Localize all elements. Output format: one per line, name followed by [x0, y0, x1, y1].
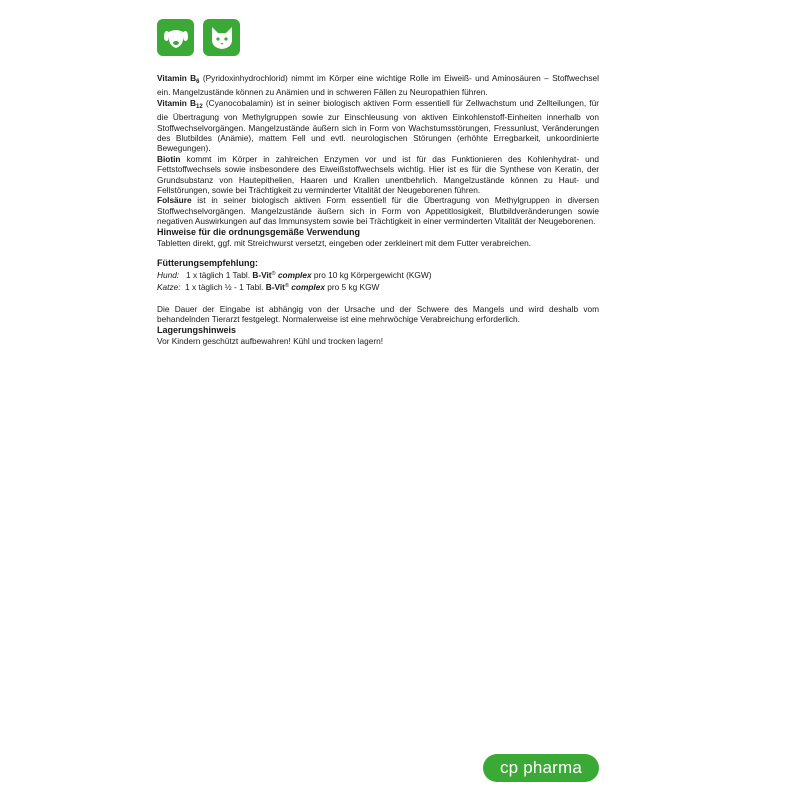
species-icons: [157, 19, 240, 56]
product-suffix-cat: complex: [288, 281, 325, 292]
feeding-cat-line: [157, 281, 599, 292]
brand-logo: cp pharma: [483, 754, 599, 782]
vitamin-b12-text: (Cyanocobalamin) ist in seiner biologisch aktiven Form essentiell für Zellwachstum und Zellteilungen, für die Übertragung von Methylgruppen sowie zur Einschleusung von aktiven Einkohlenstoff-Einheiten innerhalb von Stoffwechselvorgängen. Mangelzustände äußern sich in Form von Wachstumsstörungen, Fressunlust, Veränderungen des Blutbildes (Anämie), mattem Fell und evtl. neurologischen Störungen (erhöhte Erregbarkeit, unkoordinierte Bewegungen).: [157, 97, 599, 154]
vitamin-b6-title: Vitamin B: [157, 73, 197, 83]
vitamin-b6-subscript: 6: [196, 79, 200, 85]
usage-heading: Hinweise für die ordnungsgemäße Verwendung: [157, 226, 361, 237]
dog-label: Hund:: [157, 270, 180, 281]
usage-text: Tabletten direkt, ggf. mit Streichwurst versetzt, eingeben oder zerkleinert mit dem Futter verabreichen.: [157, 237, 531, 248]
feeding-heading: Fütterungsempfehlung:: [157, 258, 258, 269]
feeding-dog-line: [157, 269, 599, 280]
cat-dose: 1 x täglich ½ - 1 Tabl.: [180, 281, 266, 292]
cat-label: Katze:: [157, 281, 181, 292]
product-name-cat: B-Vit: [265, 281, 285, 292]
section-biotin: [157, 154, 599, 196]
vitamin-b6-text: (Pyridoxinhydrochlorid) nimmt im Körper eine wichtige Rolle im Eiweiß- und Aminosäuren – Stoffwechsel ein. Mangelzustände können zu Anämien und in schweren Fällen zu Neuropathien führen.: [157, 73, 599, 98]
storage-text: Vor Kindern geschützt aufbewahren! Kühl und trocken lagern!: [157, 335, 384, 346]
folsaeure-title: Folsäure: [157, 195, 192, 206]
biotin-text: kommt im Körper in zahlreichen Enzymen vor und ist für das Funktionieren des Kohlenhydrat- und Fettstoffwechsels sowie insbesondere des Eiweißstoffwechsels wichtig. Hier ist es für die Synthese von Keratin, der Grundsubstanz von Hautepithelien, Haaren und Krallen unentbehrlich. Mangelzustände können zu Haut- und Fellstörungen, sowie bei Trächtigkeit zu verminderter Vitalität der Neugeborenen führen.: [157, 153, 599, 196]
dog-dose-weight: pro 10 kg Körpergewicht (KGW): [311, 270, 432, 281]
dog-icon: [157, 19, 194, 56]
section-folsaeure: [157, 195, 599, 226]
cat-icon: [203, 19, 240, 56]
section-feeding: [157, 258, 599, 292]
section-usage: [157, 227, 599, 248]
storage-heading: Lagerungshinweis: [157, 324, 237, 335]
section-duration: Die Dauer der Eingabe ist abhängig von der Ursache und der Schwere des Mangels und wird deshalb vom behandelnden Tierarzt festgelegt. Normalerweise ist eine mehrwöchige Verabreichung erforderlich.: [157, 303, 599, 325]
section-storage: [157, 325, 599, 346]
folsaeure-text: ist in seiner biologisch aktiven Form essentiell für die Übertragung von Methylgruppen in diversen Stoffwechselvorgängen. Mangelzustände äußern sich in Form von Appetitlosigkeit, Blutbildveränderungen sowie negativen Auswirkungen auf das Immunsystem sowie bei Trächtigkeit in einer verminderten Vitalität der Neugeborenen.: [157, 195, 599, 227]
registered-mark-cat: ®: [284, 282, 289, 289]
product-suffix-dog: complex: [275, 270, 312, 281]
document-body: [157, 73, 599, 346]
registered-mark-dog: ®: [271, 271, 276, 278]
section-vitamin-b6: [157, 73, 599, 98]
product-name-dog: B-Vit: [252, 270, 272, 281]
dog-dose: 1 x täglich 1 Tabl.: [179, 270, 253, 281]
vitamin-b12-title: Vitamin B: [157, 97, 196, 108]
vitamin-b12-subscript: 12: [195, 103, 203, 110]
section-vitamin-b12: [157, 98, 599, 154]
cat-dose-weight: pro 5 kg KGW: [324, 281, 380, 292]
biotin-title: Biotin: [157, 153, 181, 164]
